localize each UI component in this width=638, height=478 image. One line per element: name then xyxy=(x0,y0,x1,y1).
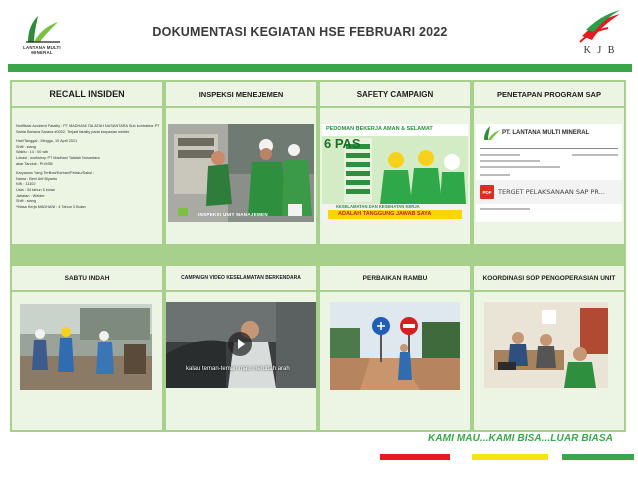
involved-age: Usia : 34 tahun 6 bulan xyxy=(16,187,56,192)
involved-heading: Karyawan Yang Terlibat/Korban/Pelaku/Saksi : xyxy=(16,171,95,176)
company-logo xyxy=(12,12,72,56)
poster-footer-2: ADALAH TANGGUNG JAWAB SAYA xyxy=(338,211,432,217)
involved-position: Jabatan : Welder xyxy=(16,193,45,198)
recall-insiden-title: RECALL INSIDEN xyxy=(49,89,125,99)
play-icon xyxy=(228,332,252,356)
involved-tenure: *Masa Kerja MADHANI : 4 Tahun 3 Bulan xyxy=(16,204,86,209)
incident-cause: akar Tanduk : Pt MSB xyxy=(16,161,53,166)
koordinasi-sop-title: KOORDINASI SOP PENGOPERASIAN UNIT xyxy=(482,274,616,282)
footer-red-stripe xyxy=(380,454,450,460)
poster-heading: PEDOMAN BEKERJA AMAN & SELAMAT xyxy=(326,126,433,132)
incident-summary: Notifikasi Accident Fatality : PT MADHANI TALATAH NUSANTARA Sub kontraktor PT Satria Bahana Sarana #0002, Terjadi fatality pada karyawan welder xyxy=(16,124,160,134)
pdf-badge-icon: PDF xyxy=(480,185,494,199)
lantana-leaf-icon xyxy=(22,12,62,44)
safety-poster[interactable] xyxy=(322,124,468,222)
sabtu-indah-cell xyxy=(12,292,162,430)
koordinasi-sop-cell xyxy=(474,292,624,430)
safety-campaign-cell xyxy=(320,108,470,244)
poster-footer-1: KESELAMATAN DAN KESEHATAN KERJA xyxy=(336,204,420,209)
footer-tagline: KAMI MAU...KAMI BISA...LUAR BIASA xyxy=(428,433,613,444)
sap-file-name: TERGET PELAKSANAAN SAP PR... xyxy=(498,188,605,196)
company-logo-text: LANTANA MULTI MINERAL xyxy=(23,45,61,55)
sabtu-indah-header-cell xyxy=(12,266,162,290)
footer-yellow-stripe xyxy=(472,454,548,460)
involved-shift: Shift : siang xyxy=(16,199,36,204)
sop-meeting-photo[interactable] xyxy=(484,302,608,388)
campaign-video-title: CAMPAIGN VIDEO KESELAMATAN BERKENDARA xyxy=(181,275,301,281)
perbaikan-rambu-title: PERBAIKAN RAMBU xyxy=(362,274,428,282)
page-title: DOKUMENTASI KEGIATAN HSE FEBRUARI 2022 xyxy=(152,25,448,39)
cleanup-photo[interactable] xyxy=(20,304,152,390)
inspection-caption: INSPEKSI UNIT MANAJEMEN xyxy=(198,212,268,217)
road-sign-photo[interactable] xyxy=(330,302,460,390)
activity-grid xyxy=(10,80,626,432)
perbaikan-rambu-header-cell xyxy=(320,266,470,290)
campaign-video-player[interactable] xyxy=(166,302,316,388)
recall-insiden-cell xyxy=(12,108,162,244)
inspection-photo[interactable] xyxy=(168,124,314,222)
footer-green-stripe xyxy=(562,454,634,460)
incident-location: Lokasi : workshop PT Madhani Talatah Nusantara xyxy=(16,155,100,160)
inspeksi-title: INSPEKSI MENEJEMEN xyxy=(198,89,284,99)
campaign-video-cell xyxy=(166,292,316,430)
inspeksi-header-cell xyxy=(166,82,316,106)
kjb-logo-text: K J B xyxy=(583,45,617,56)
inspeksi-cell xyxy=(166,108,316,244)
sap-header-cell xyxy=(474,82,624,106)
sap-doc-company: PT. LANTANA MULTI MINERAL xyxy=(502,130,590,136)
safety-campaign-title: SAFETY CAMPAIGN xyxy=(356,89,434,99)
koordinasi-sop-header-cell xyxy=(474,266,624,290)
kjb-logo xyxy=(576,8,624,60)
sap-cell xyxy=(474,108,624,244)
campaign-video-header-cell xyxy=(166,266,316,290)
involved-name: Nama : Beni Arif Biyanto xyxy=(16,176,58,181)
poster-big-text: 6 PAS xyxy=(324,136,361,151)
sabtu-indah-title: SABTU INDAH xyxy=(64,274,110,282)
sap-title: PENETAPAN PROGRAM SAP xyxy=(497,89,601,99)
header-divider-bar xyxy=(8,64,632,72)
perbaikan-rambu-cell xyxy=(320,292,470,430)
video-subtitle: kalau teman-teman mau merubah arah xyxy=(186,366,290,372)
sap-document-preview[interactable] xyxy=(476,124,622,222)
video-play-button[interactable] xyxy=(228,332,252,356)
kjb-swoosh-icon xyxy=(578,8,622,44)
involved-nik: NIK : 11102 xyxy=(16,182,36,187)
incident-date: Hari/Tanggal : Minggu, 10 April 2021 xyxy=(16,139,78,144)
safety-campaign-header-cell xyxy=(320,82,470,106)
recall-insiden-header-cell xyxy=(12,82,162,106)
incident-time: Waktu : 14 : 00 wib xyxy=(16,150,49,155)
incident-shift: Shift : siang xyxy=(16,144,36,149)
incident-notification-text xyxy=(16,124,160,210)
